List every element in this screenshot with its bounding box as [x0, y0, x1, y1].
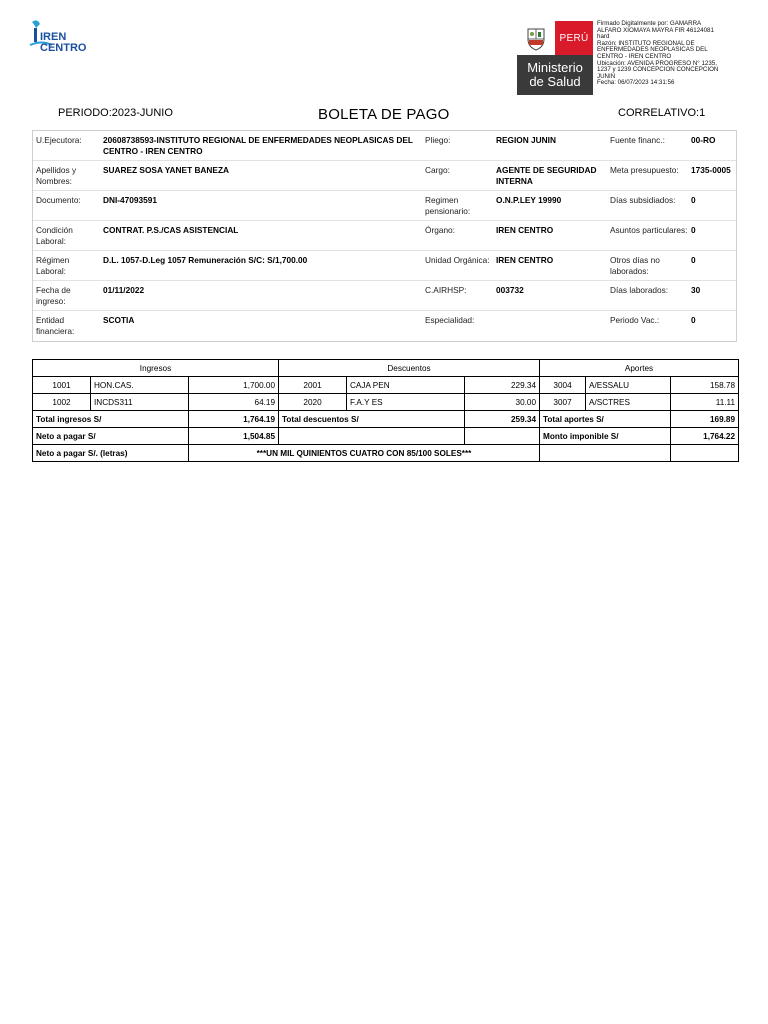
logo-text-bottom: CENTRO — [40, 42, 87, 54]
letras-value: ***UN MIL QUINIENTOS CUATRO CON 85/100 SOLES*** — [189, 445, 540, 462]
info-row — [33, 191, 736, 221]
signature-line: Ubicación: AVENIDA PROGRESO N° 1235, — [597, 59, 717, 67]
info-row — [33, 281, 736, 311]
ingreso-amount: 64.19 — [189, 394, 279, 411]
aporte-name: A/ESSALU — [586, 377, 671, 394]
coat-of-arms-icon — [517, 21, 555, 55]
ingreso-name: INCDS311 — [91, 394, 189, 411]
signature-line: Razón: INSTITUTO REGIONAL DE — [597, 39, 695, 47]
info-value: REGION JUNIN — [496, 135, 556, 145]
iren-logo-icon — [28, 18, 90, 54]
info-label: C.AIRHSP: — [425, 285, 467, 295]
info-label: Régimen Laboral: — [36, 255, 70, 276]
payments-table — [32, 359, 739, 462]
table-row — [33, 377, 739, 394]
total-descuentos-value: 259.34 — [465, 411, 540, 428]
total-ingresos-value: 1,764.19 — [189, 411, 279, 428]
descuento-name: CAJA PEN — [347, 377, 465, 394]
total-aportes-value: 169.89 — [671, 411, 739, 428]
info-row — [33, 311, 736, 341]
info-label: Pliego: — [425, 135, 451, 145]
iren-centro-logo — [28, 18, 90, 54]
descuento-code: 2020 — [279, 394, 347, 411]
total-aportes-label: Total aportes S/ — [540, 411, 671, 428]
document-title: BOLETA DE PAGO — [318, 106, 450, 123]
peru-label: PERÚ — [555, 21, 593, 55]
info-value: 0 — [691, 255, 696, 265]
signature-line: ALFARO XIOMAYA MAYRA FIR 46124081 — [597, 26, 714, 34]
info-row — [33, 251, 736, 281]
info-label: Cargo: — [425, 165, 450, 175]
info-label: Regimen pensionario: — [425, 195, 471, 216]
aporte-amount: 11.11 — [671, 394, 739, 411]
descuento-amount: 229.34 — [465, 377, 540, 394]
info-label: Fecha de ingreso: — [36, 285, 71, 306]
signature-line: Firmado Digitalmente por: GAMARRA — [597, 20, 702, 27]
employee-info-box — [32, 130, 737, 342]
empty-cell — [671, 445, 739, 462]
info-label: Condición Laboral: — [36, 225, 73, 246]
info-label: Especialidad: — [425, 315, 475, 325]
info-value: DNI-47093591 — [103, 195, 157, 205]
neto-value: 1,504.85 — [189, 428, 279, 445]
table-row — [33, 394, 739, 411]
signature-line: hard — [597, 33, 610, 41]
info-label: Días laborados: — [610, 285, 669, 295]
signature-line: Fecha: 06/07/2023 14:31:56 — [597, 79, 675, 87]
info-value: 01/11/2022 — [103, 285, 145, 295]
letras-label: Neto a pagar S/. (letras) — [33, 445, 189, 462]
descuento-code: 2001 — [279, 377, 347, 394]
ingreso-code: 1001 — [33, 377, 91, 394]
total-descuentos-label: Total descuentos S/ — [279, 411, 465, 428]
table-header-row — [33, 360, 739, 377]
letras-row — [33, 445, 739, 462]
totals-row — [33, 411, 739, 428]
aporte-amount: 158.78 — [671, 377, 739, 394]
info-value: 20608738593-INSTITUTO REGIONAL DE ENFERMEDADES NEOPLASICAS DEL CENTRO - IREN CENTRO — [103, 135, 413, 156]
info-value: D.L. 1057-D.Leg 1057 Remuneración S/C: S/1,700.00 — [103, 255, 308, 265]
info-label: Días subsidiados: — [610, 195, 676, 205]
info-value: SUAREZ SOSA YANET BANEZA — [103, 165, 230, 175]
info-label: Entidad financiera: — [36, 315, 75, 336]
info-label: Órgano: — [425, 225, 455, 235]
info-value: 0 — [691, 315, 696, 325]
signature-line: ENFERMEDADES NEOPLASICAS DEL — [597, 46, 708, 54]
header-descuentos: Descuentos — [279, 360, 540, 377]
info-value: IREN CENTRO — [496, 255, 554, 265]
logo-text-top: IREN — [40, 31, 67, 43]
header-aportes: Aportes — [540, 360, 739, 377]
info-value: 0 — [691, 225, 696, 235]
info-label: U.Ejecutora: — [36, 135, 82, 145]
info-row — [33, 161, 736, 191]
info-value: SCOTIA — [103, 315, 135, 325]
ingreso-amount: 1,700.00 — [189, 377, 279, 394]
signature-line: 1237 y 1239 CONCEPCION CONCEPCION — [597, 66, 719, 74]
info-label: Documento: — [36, 195, 81, 205]
signature-line: JUNIN — [597, 72, 616, 80]
neto-label: Neto a pagar S/ — [33, 428, 189, 445]
imponible-label: Monto imponible S/ — [540, 428, 671, 445]
empty-cell — [540, 445, 671, 462]
info-row — [33, 131, 736, 161]
info-value: CONTRAT. P.S./CAS ASISTENCIAL — [103, 225, 239, 235]
info-label: Fuente financ.: — [610, 135, 665, 145]
ingreso-name: HON.CAS. — [91, 377, 189, 394]
info-value: 1735-0005 — [691, 165, 731, 175]
ingreso-code: 1002 — [33, 394, 91, 411]
info-label: Otros días no laborados: — [610, 255, 660, 276]
info-value: 00-RO — [691, 135, 716, 145]
digital-signature — [597, 21, 725, 87]
aporte-code: 3004 — [540, 377, 586, 394]
minsa-logo — [517, 21, 593, 95]
info-value: 0 — [691, 195, 696, 205]
descuento-amount: 30.00 — [465, 394, 540, 411]
info-label: Asuntos particulares: — [610, 225, 688, 235]
aporte-code: 3007 — [540, 394, 586, 411]
header-ingresos: Ingresos — [33, 360, 279, 377]
info-label: Apellidos y Nombres: — [36, 165, 77, 186]
de-salud-text: de Salud — [529, 74, 581, 89]
info-label: Unidad Orgánica: — [425, 255, 490, 265]
descuento-name: F.A.Y ES — [347, 394, 465, 411]
info-value: O.N.P.LEY 19990 — [496, 195, 562, 205]
info-value: 30 — [691, 285, 701, 295]
ministerio-text: Ministerio — [527, 60, 583, 75]
imponible-value: 1,764.22 — [671, 428, 739, 445]
periodo: PERIODO:2023-JUNIO — [58, 107, 173, 119]
info-value: AGENTE DE SEGURIDAD INTERNA — [496, 165, 597, 186]
info-value: 003732 — [496, 285, 524, 295]
info-value: IREN CENTRO — [496, 225, 554, 235]
correlativo: CORRELATIVO:1 — [618, 107, 706, 119]
info-label: Meta presupuesto: — [610, 165, 679, 175]
info-label: Periodo Vac.: — [610, 315, 660, 325]
neto-row — [33, 428, 739, 445]
total-ingresos-label: Total ingresos S/ — [33, 411, 189, 428]
signature-line: CENTRO - IREN CENTRO — [597, 52, 672, 60]
info-row — [33, 221, 736, 251]
empty-cell — [279, 428, 465, 445]
aporte-name: A/SCTRES — [586, 394, 671, 411]
empty-cell — [465, 428, 540, 445]
